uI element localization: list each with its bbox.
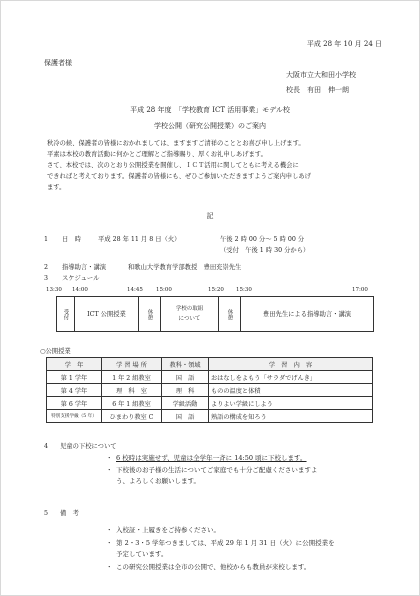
bullet: ・: [106, 539, 113, 547]
block-ict-lesson: ICT 公開授業: [87, 310, 126, 318]
time-1400: 14:00: [72, 287, 88, 293]
block-break-1: 休憩: [146, 308, 153, 320]
time-1330: 13:30: [46, 287, 62, 293]
time-1530: 15:30: [236, 287, 252, 293]
table-row: [47, 371, 373, 384]
notes-heading: 備 考: [60, 510, 79, 517]
table-row: [47, 384, 373, 397]
dismissal-bullet-1: 6 校時は実施せず、児童は全学年一斉に 14:50 頃に下校します。: [116, 454, 307, 462]
school-name: 大阪市立大和田小学校: [286, 71, 356, 79]
grade-cell: 第 1 学年: [47, 371, 102, 384]
grade-cell: 特別支援学級（5 年）: [47, 410, 102, 423]
greeting-paragraph: 秋冷の候、保護者の皆様におかれましては、ますますご清祥のこととお喜び申し上げます。: [47, 140, 305, 147]
ki-heading: 記: [206, 212, 214, 220]
reception-time: （受付 午後 1 時 30 分から）: [220, 247, 310, 254]
item-1-number: 1: [44, 236, 49, 243]
content-cell: よりよい学級にしよう: [209, 397, 373, 410]
advisor-label: 指導助言・講演: [62, 264, 107, 271]
time-value: 午後 2 時 00 分～ 5 時 00 分: [220, 236, 305, 243]
program-table: [46, 357, 373, 423]
table-row: [47, 410, 373, 423]
notes-bullet-2-line-1: 第 2・3・5 学年つきましては、平成 29 年 1 月 31 日（火）に公開授業を: [116, 539, 335, 547]
advisor-value: 和歌山大学教育学部教授 豊田充崇先生: [128, 264, 242, 271]
time-1520: 15:20: [208, 287, 224, 293]
location-cell: ひまわり教室 C: [102, 410, 162, 423]
location-cell: 1 年 2 組教室: [102, 371, 162, 384]
schedule-label: スケジュール: [62, 275, 100, 282]
gratitude-paragraph: 平素は本校の教育活動に何かとご理解とご指導賜り、厚くお礼申しあげます。: [47, 151, 267, 158]
block-break-2: 休憩: [226, 308, 233, 320]
invitation-line-1: さて、本校では、次のとおり公開授業を開催し、ＩＣＴ活用に関してともに考える機会に: [47, 162, 299, 169]
addressee: 保護者様: [44, 59, 72, 67]
item-5-number: 5: [44, 510, 49, 517]
bullet: ・: [106, 454, 113, 462]
item-3-number: 3: [44, 275, 49, 282]
bullet: ・: [106, 563, 113, 571]
bullet: ・: [106, 466, 113, 474]
invitation-line-2: できればと考えております。保護者の皆様にも、ぜひご参加いただきますようご案内申しあげ: [47, 173, 311, 180]
dismissal-heading: 児童の下校について: [60, 443, 117, 450]
table-row: [47, 397, 373, 410]
content-cell: おはなしをよもう「サラダでげんき」: [209, 371, 373, 384]
dismissal-bullet-2-line-2: う、よろしくお願いします。: [116, 477, 200, 485]
invitation-line-3: ます。: [47, 184, 66, 191]
notes-bullet-2-line-2: 予定しています。: [116, 550, 168, 558]
program-heading: ○公開授業: [40, 348, 71, 355]
grade-cell: 第 4 学年: [47, 384, 102, 397]
column-header: 学 習 内 容: [209, 358, 373, 371]
column-header: 学 習 場 所: [102, 358, 162, 371]
column-header: 学 年: [47, 358, 102, 371]
table-header-row: [47, 358, 373, 371]
block-reception: 受付: [62, 308, 69, 320]
location-cell: 6 年 1 組教室: [102, 397, 162, 410]
time-1700: 17:00: [352, 287, 368, 293]
item-2-number: 2: [44, 264, 49, 271]
title-line-2: 学校公開（研究公開授業）のご案内: [154, 122, 266, 130]
time-1500: 15:00: [156, 287, 172, 293]
notes-bullet-3: この研究公開授業は全市の公開で、他校からも教員が来校します。: [116, 563, 311, 571]
date-label: 日 時: [62, 236, 81, 243]
title-line-1: 平成 28 年度 「学校教育 ICT 活用事業」モデル校: [130, 106, 290, 114]
subject-cell: 国 語: [162, 410, 209, 423]
principal-name: 校長 有田 伸一朗: [286, 86, 349, 94]
content-cell: ものの温度と体積: [209, 384, 373, 397]
time-1445: 14:45: [127, 287, 143, 293]
subject-cell: 理 科: [162, 384, 209, 397]
content-cell: 熟語の構成を知ろう: [209, 410, 373, 423]
block-lecture: 豊田先生による指導助言・講演: [262, 310, 352, 318]
location-cell: 理 科 室: [102, 384, 162, 397]
item-4-number: 4: [44, 443, 49, 450]
column-header: 教科・領域: [162, 358, 209, 371]
date-value: 平成 28 年 11 月 8 日（火）: [98, 236, 181, 243]
dismissal-bullet-2-line-1: 下校後のお子様の生活についてご家庭でも十分ご配慮くださいますよ: [116, 466, 318, 474]
subject-cell: 学級活動: [162, 397, 209, 410]
bullet: ・: [106, 526, 113, 534]
subject-cell: 国 語: [162, 371, 209, 384]
block-school-initiatives: 学校の取組 について: [175, 306, 204, 322]
grade-cell: 第 6 学年: [47, 397, 102, 410]
notes-bullet-1: 入校証・上履きをご持参ください。: [116, 526, 220, 534]
document-date: 平成 28 年 10 月 24 日: [306, 40, 382, 48]
